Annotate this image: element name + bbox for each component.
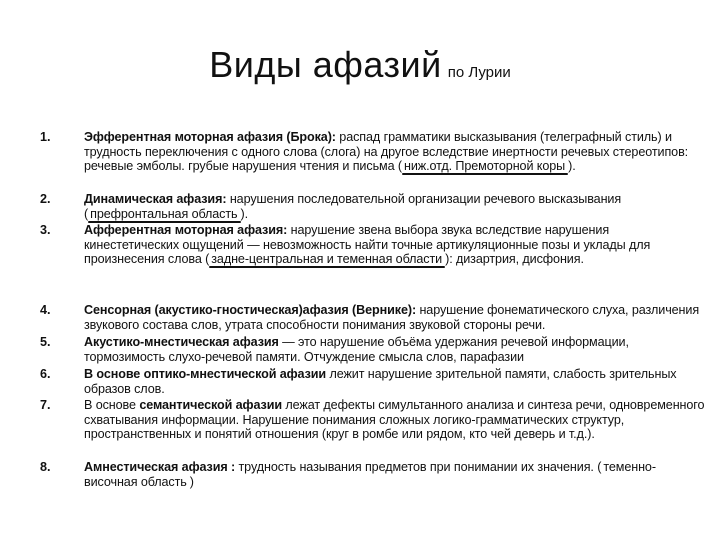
list-item-acoustic-mnestic [84, 335, 706, 364]
item-description: распад грамматики высказывания (телеграфный стиль) и трудность переключения с одного слова (слога) на другое вследствие инертности речевых стереотипов: речевые эмболы. грубые нарушения чтения и письма ( [84, 130, 689, 174]
item-number: 8. [40, 460, 51, 474]
item-description: трудность называния предметов при понимании их значения. ( [235, 460, 602, 474]
list-item-semantic [84, 398, 706, 442]
aphasia-name: семантической афазии [139, 398, 282, 412]
item-number: 2. [40, 192, 51, 206]
item-number: 5. [40, 335, 51, 349]
aphasia-name: Амнестическая афазия : [84, 460, 236, 474]
list-item-amnestic [84, 460, 706, 489]
item-description-end: ). [240, 206, 249, 221]
item-prefix: В основе [84, 398, 140, 412]
title-main: Виды афазий [209, 44, 442, 85]
brain-area: ниж.отд. Премоторной коры [402, 159, 568, 173]
title-subtitle: по Лурии [447, 64, 511, 81]
aphasia-name: Эфферентная моторная афазия (Брока): [84, 130, 336, 144]
item-description: нарушение фонематического слуха, различения звукового состава слов, утрата способности понимания звуковой стороны речи. [84, 303, 700, 332]
item-description: нарушения последовательной организации речевого высказывания ( [84, 192, 622, 221]
item-description: лежат дефекты симультанного анализа и синтеза речи, одновременного схватывания информации. Нарушение понимания сложных логико-грамматических структур, пространственных и понятий отношения (круг в ромбе или рядом, кто чей деверь и т.д.). [84, 398, 705, 442]
aphasia-name: Сенсорная (акустико-гностическая)афазия (Вернике): [84, 303, 417, 317]
aphasia-name: Акустико-мнестическая афазия [84, 335, 279, 349]
aphasia-name: В основе оптико-мнестической афазии [84, 367, 327, 381]
item-description: — это нарушение объёма удержания речевой информации, тормозимость слухо-речевой памяти. Отчуждение смысла слов, парафазии [84, 335, 629, 364]
list-item-optic-mnestic [84, 367, 706, 396]
item-number: 7. [40, 398, 51, 412]
item-description-end: ): дизартрия, дисфония. [445, 252, 584, 267]
item-number: 4. [40, 303, 51, 317]
item-description-end: ). [568, 159, 576, 174]
aphasia-name: Афферентная моторная афазия: [84, 223, 288, 237]
item-description-end: ) [189, 474, 194, 489]
item-number: 3. [40, 223, 51, 237]
list-item-dynamic [84, 192, 706, 221]
brain-area: теменно-височная область [84, 460, 656, 489]
item-number: 6. [40, 367, 51, 381]
aphasia-name: Динамическая афазия: [84, 192, 227, 206]
brain-area: префронтальная область [88, 207, 240, 221]
list-item-efferent-motor [84, 130, 706, 174]
item-description: лежит нарушение зрительной памяти, слабость зрительных образов слов. [84, 367, 677, 396]
item-description: нарушение звена выбора звука вследствие нарушения кинестетических ощущений — невозможность найти точные артикуляционные позы и уклады для произнесения слова ( [84, 223, 651, 267]
list-item-afferent-motor [84, 223, 706, 267]
brain-area: задне-центральная и теменная области [209, 252, 445, 266]
list-item-sensory [84, 303, 706, 332]
item-number: 1. [40, 130, 51, 144]
slide-title [0, 44, 720, 86]
